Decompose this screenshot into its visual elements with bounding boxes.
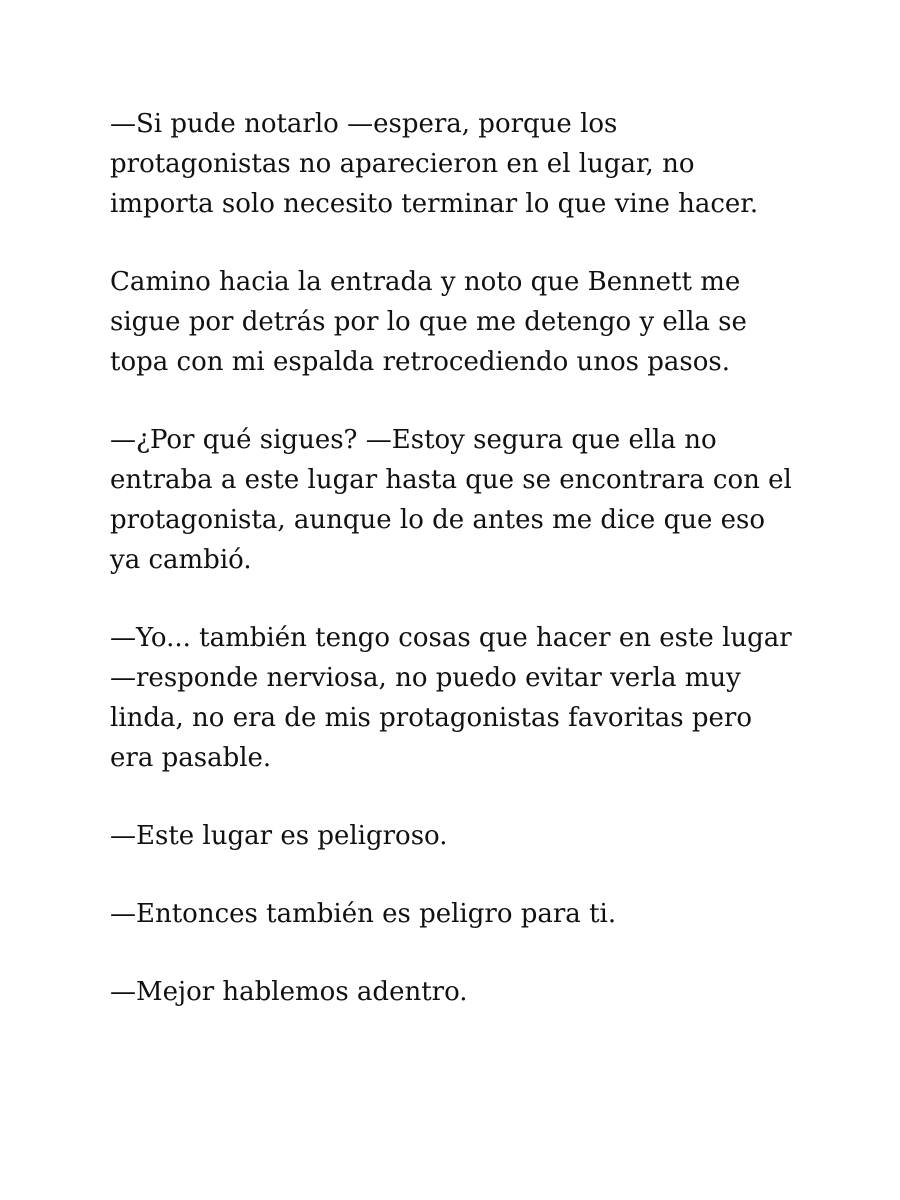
text-line: —Mejor hablemos adentro. [110,977,468,1007]
text-line: protagonista, aunque lo de antes me dice que eso [110,505,766,535]
text-line: —responde nerviosa, no puedo evitar verla muy [110,663,741,693]
text-line: entraba a este lugar hasta que se encontrara con el [110,465,792,495]
text-line: —Yo... también tengo cosas que hacer en este lugar [110,623,792,653]
paragraph-3 [110,420,810,580]
text-line: linda, no era de mis protagonistas favoritas pero [110,703,752,733]
paragraph-2 [110,262,810,382]
text-line: —Este lugar es peligroso. [110,821,448,851]
text-line: —Entonces también es peligro para ti. [110,899,617,929]
text-line: protagonistas no aparecieron en el lugar, no [110,149,695,179]
text-line: sigue por detrás por lo que me detengo y ella se [110,307,747,337]
paragraph-7 [110,972,810,1012]
text-line: —Si pude notarlo —espera, porque los [110,109,618,139]
text-line: —¿Por qué sigues? —Estoy segura que ella no [110,425,717,455]
paragraph-4 [110,618,810,778]
document-page [110,104,810,1050]
text-line: Camino hacia la entrada y noto que Bennett me [110,267,741,297]
text-line: era pasable. [110,743,272,773]
text-line: ya cambió. [110,545,252,575]
paragraph-6 [110,894,810,934]
paragraph-1 [110,104,810,224]
paragraph-5 [110,816,810,856]
text-line: topa con mi espalda retrocediendo unos pasos. [110,347,731,377]
text-line: importa solo necesito terminar lo que vine hacer. [110,189,759,219]
